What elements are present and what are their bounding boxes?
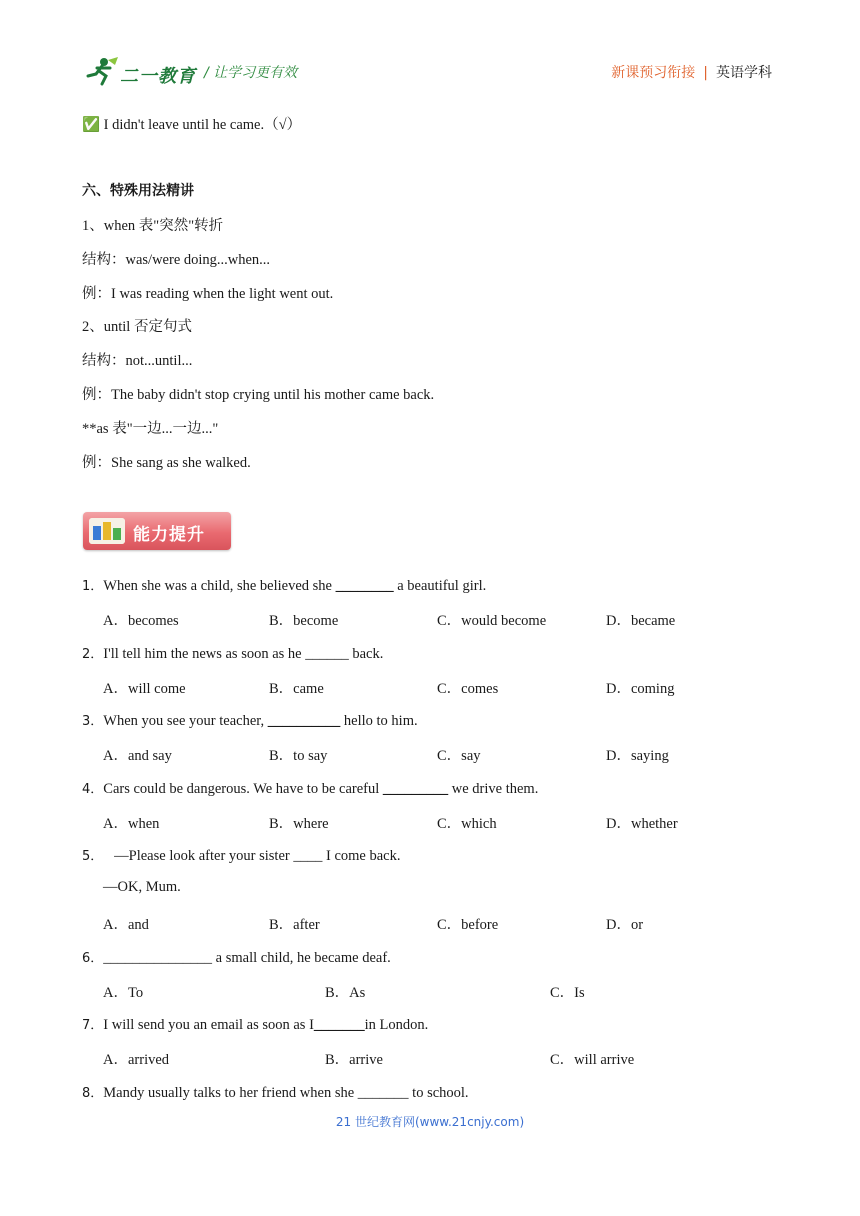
question-text-before: I'll tell him the news as soon as he <box>103 646 306 662</box>
question-2 <box>82 643 383 663</box>
option-c[interactable]: C．comes <box>437 681 499 697</box>
answer-blank: _________ <box>382 781 449 797</box>
option-b[interactable]: B．where <box>269 816 329 832</box>
question-number: 7． <box>82 1018 104 1033</box>
footer-source[interactable]: 21 世纪教育网(www.21cnjy.com) <box>335 1115 525 1129</box>
question-number: 6． <box>82 951 104 966</box>
option-d[interactable]: D．saying <box>606 748 669 764</box>
option-b[interactable]: B．after <box>269 917 320 933</box>
option-b[interactable]: B．to say <box>269 748 328 764</box>
course-name: 新课预习衔接 <box>611 65 696 81</box>
question-text-before: When you see your teacher, <box>103 713 268 729</box>
question-number: 2． <box>82 647 104 662</box>
option-d[interactable]: D．coming <box>606 681 675 697</box>
question-6 <box>82 947 391 967</box>
question-text-after: a small child, he became deaf. <box>212 950 391 966</box>
question-4 <box>82 778 538 798</box>
question-text-after: a beautiful girl. <box>393 578 487 594</box>
question-text-after: to school. <box>408 1085 469 1101</box>
question-1 <box>82 575 486 595</box>
option-c[interactable]: C．will arrive <box>550 1052 635 1068</box>
answer-blank: _______ <box>357 1085 409 1101</box>
option-c[interactable]: C．Is <box>550 985 585 1001</box>
answer-blank: ________ <box>335 578 394 594</box>
section-line: **as 表"一边...一边..." <box>82 421 219 437</box>
question-text-after: we drive them. <box>448 781 539 797</box>
ability-improvement-banner <box>83 512 231 550</box>
banner-label: 能力提升 <box>133 525 205 545</box>
question-number: 1． <box>82 579 104 594</box>
question-number: 4． <box>82 782 104 797</box>
question-text-before: Cars could be dangerous. We have to be careful <box>103 781 383 797</box>
option-a[interactable]: A．becomes <box>103 613 179 629</box>
chart-bars-icon <box>89 518 125 544</box>
option-a[interactable]: A．arrived <box>103 1052 170 1068</box>
question-text-before: When she was a child, she believed she <box>103 578 336 594</box>
question-text-before: Mandy usually talks to her friend when she <box>103 1085 358 1101</box>
question-7 <box>82 1014 428 1034</box>
option-a[interactable]: A．when <box>103 816 160 832</box>
answer-blank: _______________ <box>103 950 213 966</box>
question-5-reply: —OK, Mum. <box>103 879 181 895</box>
question-3 <box>82 710 418 730</box>
section-line: 例：The baby didn't stop crying until his mother came back. <box>82 387 435 403</box>
top-example-line: ✅ I didn't leave until he came.（√） <box>82 117 302 133</box>
question-number: 3． <box>82 714 104 729</box>
question-text-before: —Please look after your sister <box>114 848 294 864</box>
option-d[interactable]: D．whether <box>606 816 678 832</box>
option-b[interactable]: B．came <box>269 681 324 697</box>
option-b[interactable]: B．become <box>269 613 339 629</box>
option-c[interactable]: C．before <box>437 917 499 933</box>
subject-name: 英语学科 <box>716 65 772 81</box>
option-a[interactable]: A．will come <box>103 681 186 697</box>
section-line: 1、when 表"突然"转折 <box>82 218 224 234</box>
section-line: 例：She sang as she walked. <box>82 455 251 471</box>
question-text-before: I will send you an email as soon as I <box>103 1017 314 1033</box>
question-text-after: hello to him. <box>340 713 418 729</box>
header-course-info <box>611 62 772 82</box>
section-line: 结构：not...until... <box>82 353 193 369</box>
answer-blank: ____ <box>293 848 323 864</box>
option-c[interactable]: C．which <box>437 816 497 832</box>
runner-logo-icon <box>84 56 120 86</box>
section-line: 2、until 否定句式 <box>82 319 192 335</box>
question-number: 5． <box>82 849 104 864</box>
option-a[interactable]: A．and say <box>103 748 172 764</box>
option-d[interactable]: D．became <box>606 613 676 629</box>
option-b[interactable]: B．arrive <box>325 1052 383 1068</box>
answer-blank: ______ <box>305 646 349 662</box>
brand-logo-text: 二一教育 <box>120 66 196 87</box>
answer-blank: __________ <box>267 713 341 729</box>
header-separator: | <box>703 65 708 81</box>
question-5 <box>82 845 400 865</box>
option-d[interactable]: D．or <box>606 917 644 933</box>
section-heading: 六、特殊用法精讲 <box>82 183 194 199</box>
question-number: 8． <box>82 1086 104 1101</box>
option-c[interactable]: C．would become <box>437 613 547 629</box>
option-a[interactable]: A．To <box>103 985 144 1001</box>
answer-blank: _______ <box>313 1017 365 1033</box>
option-b[interactable]: B．As <box>325 985 366 1001</box>
option-c[interactable]: C．say <box>437 748 481 764</box>
question-8 <box>82 1082 469 1102</box>
section-line: 例：I was reading when the light went out. <box>82 286 334 302</box>
question-text-after: I come back. <box>322 848 401 864</box>
question-text-after: back. <box>348 646 384 662</box>
header-slogan: / 让学习更有效 <box>204 65 298 81</box>
question-text-after: in London. <box>364 1017 429 1033</box>
section-line: 结构：was/were doing...when... <box>82 252 271 268</box>
option-a[interactable]: A．and <box>103 917 149 933</box>
